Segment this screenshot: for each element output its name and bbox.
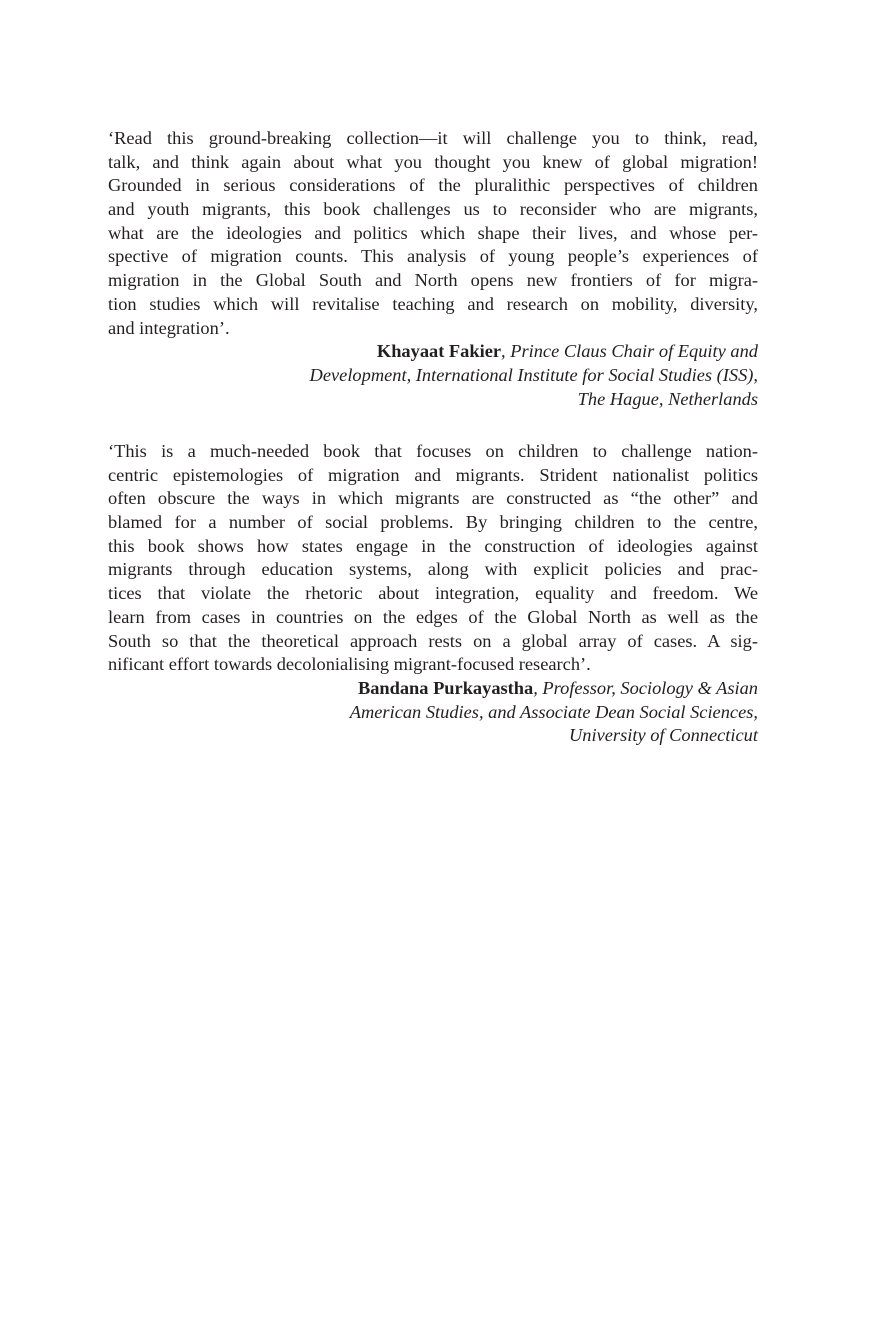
quote-line: talk, and think again about what you thought you knew of global migration! [108,151,758,172]
endorsement-2 [108,440,758,748]
quote-line: Grounded in serious considerations of the pluralithic perspectives of children [108,175,758,196]
author-role: Development, International Institute for Social Studies (ISS), [309,364,758,385]
quote-line: migration in the Global South and North opens new frontiers of for migra- [108,270,758,291]
endorsement-1 [108,127,758,411]
quote-line: nificant effort towards decolonialising migrant-focused research’. [108,654,591,675]
author-role: Prince Claus Chair of Equity and [510,341,758,362]
author-name: Khayaat Fakier [376,341,502,362]
author-role: American Studies, and Associate Dean Social Sciences, [349,701,758,722]
author-role: University of Connecticut [569,725,758,746]
author-name: Bandana Purkayastha [357,677,534,698]
quote-line: ‘This is a much-needed book that focuses on children to challenge nation- [108,441,758,461]
attribution-separator: , [533,677,543,698]
quote-line: often obscure the ways in which migrants are constructed as “the other” and [108,488,758,509]
quote-line: tices that violate the rhetoric about integration, equality and freedom. We [108,583,758,604]
quote-line: spective of migration counts. This analysis of young people’s experiences of [108,246,758,267]
quote-line: and youth migrants, this book challenges us to reconsider who are migrants, [108,199,758,220]
quote-line: learn from cases in countries on the edges of the Global North as well as the [108,606,758,627]
quote-line: South so that the theoretical approach rests on a global array of cases. A sig- [108,630,758,651]
attribution [108,677,758,701]
quote-line: centric epistemologies of migration and migrants. Strident nationalist politics [108,464,758,485]
quote-line: tion studies which will revitalise teaching and research on mobility, diversity, [108,293,758,314]
author-role: Professor, Sociology & Asian [542,677,758,698]
quote-line: ‘Read this ground-breaking collection—it will challenge you to think, read, [108,128,758,148]
quote-line: this book shows how states engage in the construction of ideologies against [108,535,758,556]
attribution-separator: , [501,341,511,362]
attribution [108,340,758,364]
quote-line: and integration’. [108,317,230,338]
quote-line: migrants through education systems, along with explicit policies and prac- [108,559,758,580]
quote-line: blamed for a number of social problems. By bringing children to the centre, [108,512,758,533]
author-role: The Hague, Netherlands [577,388,758,409]
quote-line: what are the ideologies and politics which shape their lives, and whose per- [108,222,758,243]
